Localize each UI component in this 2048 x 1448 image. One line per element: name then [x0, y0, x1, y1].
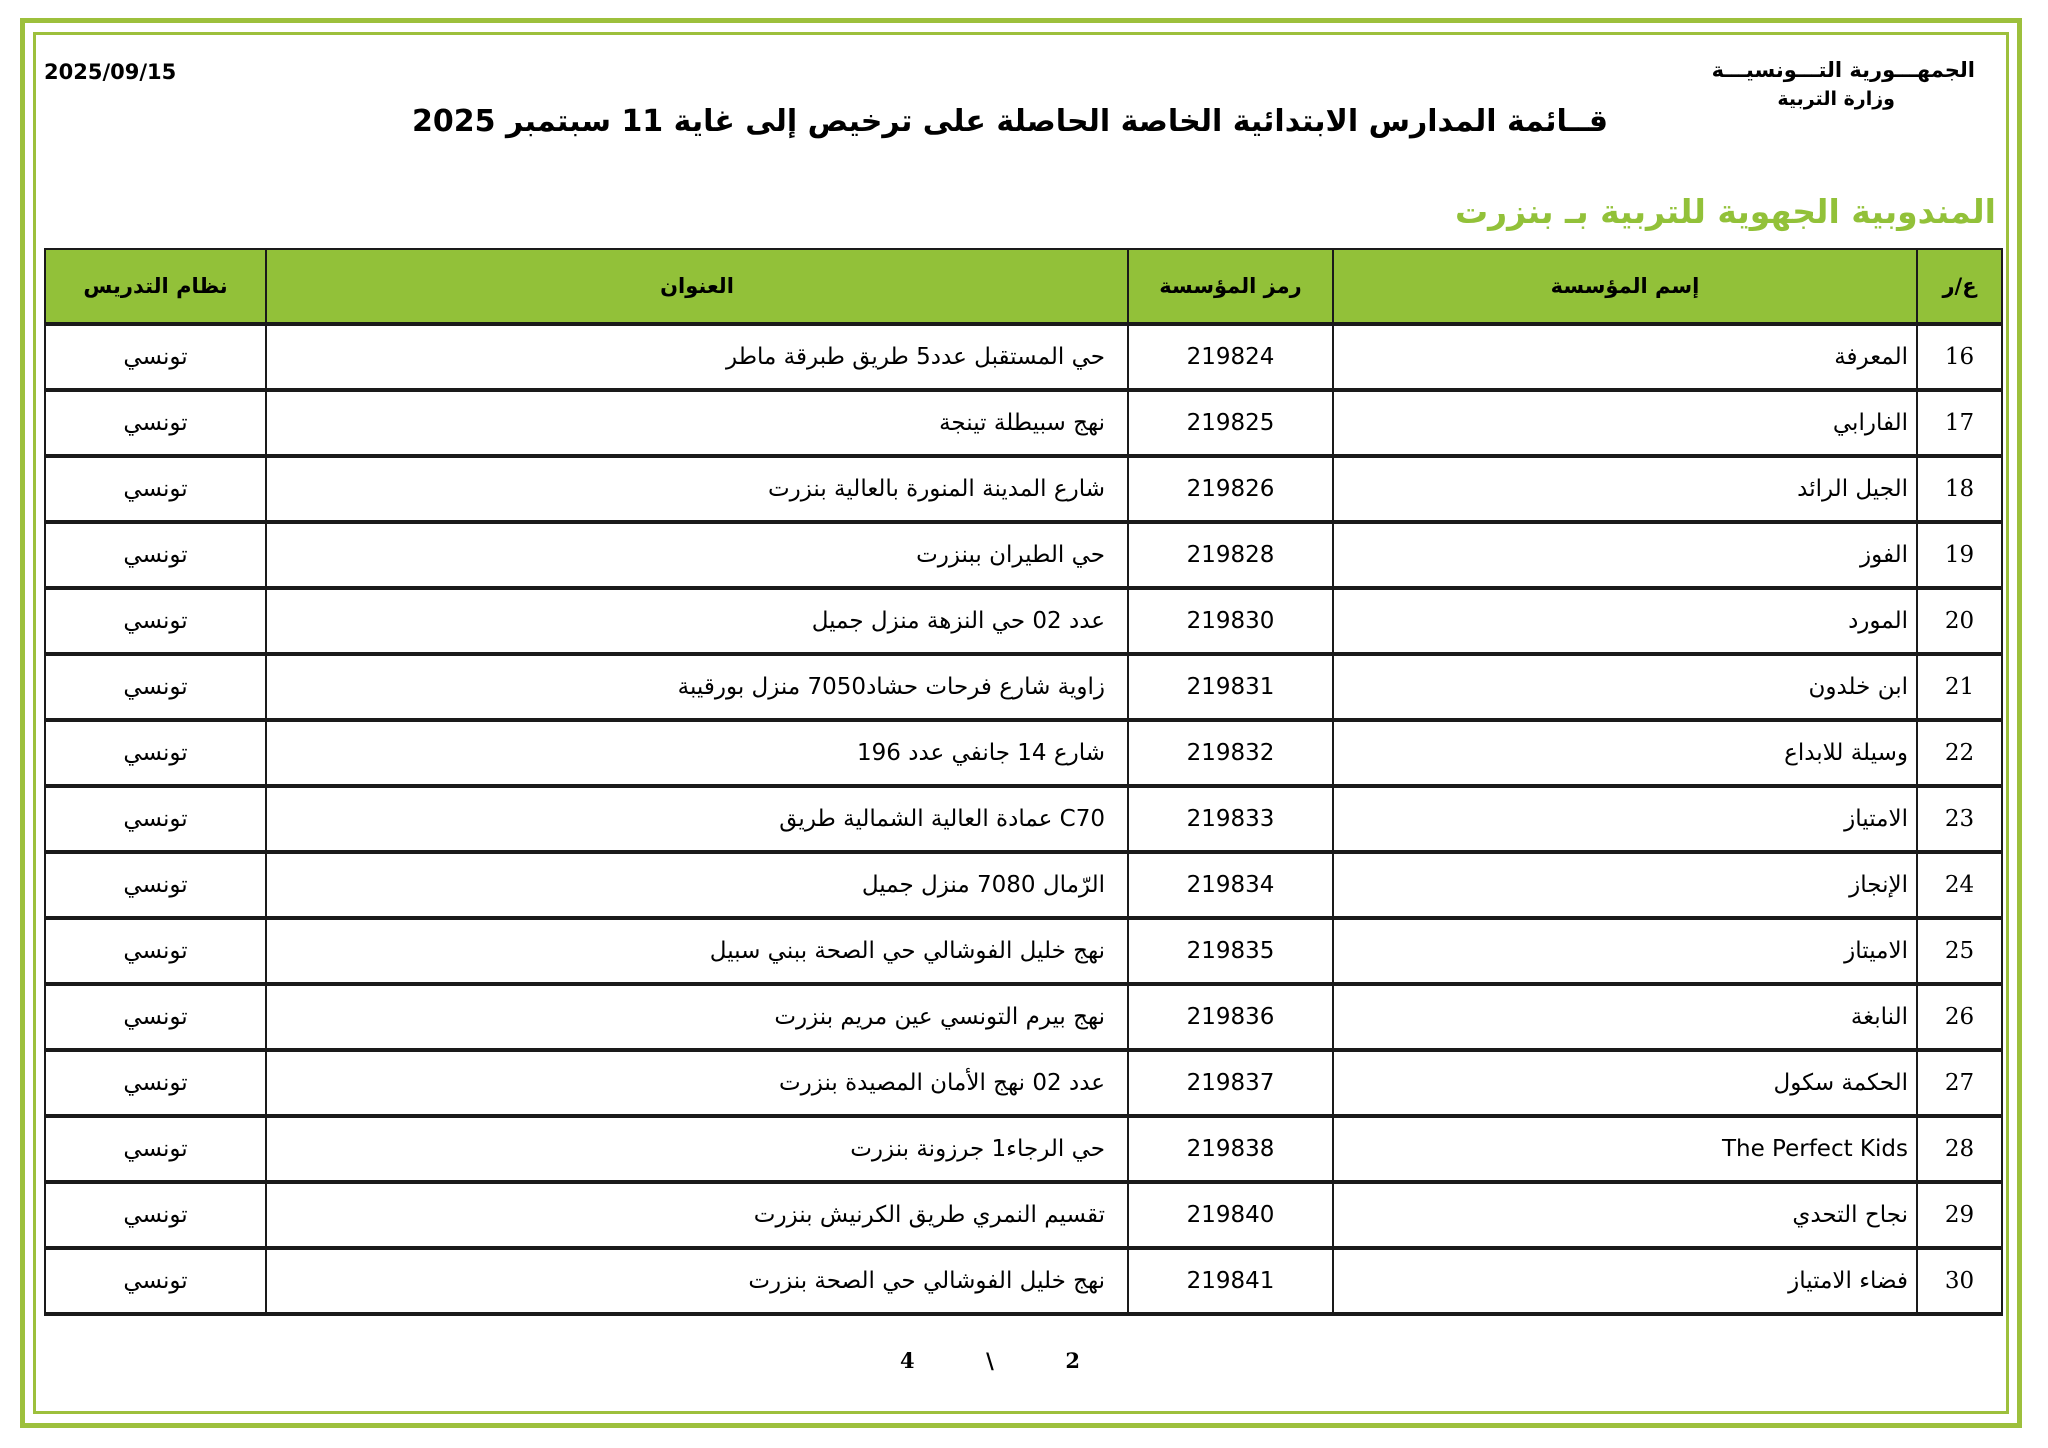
- table-row: [45, 1116, 2002, 1182]
- table-row: [45, 522, 2002, 588]
- page-current: 2: [1065, 1348, 1080, 1373]
- cell-teaching-system: تونسي: [45, 390, 266, 456]
- cell-teaching-system: تونسي: [45, 984, 266, 1050]
- cell-address: عدد 02 حي النزهة منزل جميل: [266, 588, 1128, 654]
- cell-number: 25: [1917, 918, 2002, 984]
- table-row: [45, 324, 2002, 390]
- cell-address: حي المستقبل عدد5 طريق طبرقة ماطر: [266, 324, 1128, 390]
- cell-school-name: الفارابي: [1333, 390, 1917, 456]
- region-heading: المندوبية الجهوية للتربية بـ بنزرت: [1454, 192, 1996, 231]
- document-date: 2025/09/15: [44, 60, 177, 84]
- page-number: [900, 1348, 1080, 1373]
- cell-address: حي الطيران ببنزرت: [266, 522, 1128, 588]
- table-row: [45, 918, 2002, 984]
- cell-school-name: الامتياز: [1333, 786, 1917, 852]
- cell-school-code: 219837: [1128, 1050, 1333, 1116]
- cell-school-code: 219833: [1128, 786, 1333, 852]
- cell-school-code: 219830: [1128, 588, 1333, 654]
- column-header-address: العنوان: [266, 249, 1128, 324]
- cell-number: 18: [1917, 456, 2002, 522]
- cell-address: نهج سبيطلة تينجة: [266, 390, 1128, 456]
- cell-school-code: 219835: [1128, 918, 1333, 984]
- table-row: [45, 720, 2002, 786]
- cell-number: 20: [1917, 588, 2002, 654]
- cell-number: 22: [1917, 720, 2002, 786]
- cell-number: 26: [1917, 984, 2002, 1050]
- cell-number: 19: [1917, 522, 2002, 588]
- cell-address: نهج خليل الفوشالي حي الصحة ببني سبيل: [266, 918, 1128, 984]
- cell-address: C70 عمادة العالية الشمالية طريق: [266, 786, 1128, 852]
- cell-teaching-system: تونسي: [45, 786, 266, 852]
- table-row: [45, 456, 2002, 522]
- table-row: [45, 588, 2002, 654]
- table-row: [45, 390, 2002, 456]
- cell-school-name: المعرفة: [1333, 324, 1917, 390]
- cell-address: نهج بيرم التونسي عين مريم بنزرت: [266, 984, 1128, 1050]
- cell-teaching-system: تونسي: [45, 1116, 266, 1182]
- cell-school-code: 219828: [1128, 522, 1333, 588]
- cell-school-code: 219834: [1128, 852, 1333, 918]
- cell-number: 28: [1917, 1116, 2002, 1182]
- table-row: [45, 786, 2002, 852]
- cell-address: حي الرجاء1 جرزونة بنزرت: [266, 1116, 1128, 1182]
- cell-teaching-system: تونسي: [45, 588, 266, 654]
- cell-teaching-system: تونسي: [45, 654, 266, 720]
- cell-teaching-system: تونسي: [45, 720, 266, 786]
- cell-address: شارع المدينة المنورة بالعالية بنزرت: [266, 456, 1128, 522]
- schools-table: [44, 248, 2003, 1316]
- cell-school-name: الاميتاز: [1333, 918, 1917, 984]
- table-body: [45, 324, 2002, 1314]
- table-row: [45, 984, 2002, 1050]
- cell-address: الرّمال 7080 منزل جميل: [266, 852, 1128, 918]
- cell-teaching-system: تونسي: [45, 522, 266, 588]
- cell-school-code: 219836: [1128, 984, 1333, 1050]
- cell-school-name: الجيل الرائد: [1333, 456, 1917, 522]
- page-total: 4: [900, 1348, 915, 1373]
- cell-school-code: 219825: [1128, 390, 1333, 456]
- cell-school-name: نجاح التحدي: [1333, 1182, 1917, 1248]
- republic-heading: الجمهـــورية التـــونسيـــة: [1711, 58, 1975, 82]
- table-row: [45, 1050, 2002, 1116]
- column-header-number: ع/ر: [1917, 249, 2002, 324]
- table-row: [45, 1248, 2002, 1314]
- cell-address: تقسيم النمري طريق الكرنيش بنزرت: [266, 1182, 1128, 1248]
- cell-number: 27: [1917, 1050, 2002, 1116]
- cell-school-name: الفوز: [1333, 522, 1917, 588]
- cell-school-code: 219824: [1128, 324, 1333, 390]
- cell-school-name: وسيلة للابداع: [1333, 720, 1917, 786]
- table-row: [45, 852, 2002, 918]
- column-header-code: رمز المؤسسة: [1128, 249, 1333, 324]
- cell-teaching-system: تونسي: [45, 918, 266, 984]
- cell-school-name: النابغة: [1333, 984, 1917, 1050]
- table-row: [45, 1182, 2002, 1248]
- document-title: قــائمة المدارس الابتدائية الخاصة الحاصلة على ترخيص إلى غاية 11 سبتمبر 2025: [412, 104, 1608, 139]
- table-header-row: [45, 249, 2002, 324]
- column-header-system: نظام التدريس: [45, 249, 266, 324]
- cell-address: زاوية شارع فرحات حشاد7050 منزل بورقيبة: [266, 654, 1128, 720]
- cell-teaching-system: تونسي: [45, 456, 266, 522]
- cell-school-name: المورد: [1333, 588, 1917, 654]
- cell-number: 24: [1917, 852, 2002, 918]
- cell-number: 23: [1917, 786, 2002, 852]
- cell-school-name: The Perfect Kids: [1333, 1116, 1917, 1182]
- cell-teaching-system: تونسي: [45, 1248, 266, 1314]
- table-row: [45, 654, 2002, 720]
- cell-school-name: الحكمة سكول: [1333, 1050, 1917, 1116]
- cell-teaching-system: تونسي: [45, 1050, 266, 1116]
- cell-address: عدد 02 نهج الأمان المصيدة بنزرت: [266, 1050, 1128, 1116]
- cell-school-code: 219838: [1128, 1116, 1333, 1182]
- cell-number: 17: [1917, 390, 2002, 456]
- cell-address: شارع 14 جانفي عدد 196: [266, 720, 1128, 786]
- cell-address: نهج خليل الفوشالي حي الصحة بنزرت: [266, 1248, 1128, 1314]
- cell-number: 16: [1917, 324, 2002, 390]
- cell-school-code: 219826: [1128, 456, 1333, 522]
- cell-school-name: فضاء الامتياز: [1333, 1248, 1917, 1314]
- ministry-heading: وزارة التربية: [1777, 88, 1895, 110]
- cell-teaching-system: تونسي: [45, 852, 266, 918]
- cell-school-code: 219840: [1128, 1182, 1333, 1248]
- cell-school-code: 219841: [1128, 1248, 1333, 1314]
- cell-teaching-system: تونسي: [45, 1182, 266, 1248]
- cell-number: 21: [1917, 654, 2002, 720]
- cell-school-name: الإنجاز: [1333, 852, 1917, 918]
- cell-number: 29: [1917, 1182, 2002, 1248]
- cell-teaching-system: تونسي: [45, 324, 266, 390]
- cell-school-code: 219831: [1128, 654, 1333, 720]
- column-header-name: إسم المؤسسة: [1333, 249, 1917, 324]
- cell-school-code: 219832: [1128, 720, 1333, 786]
- cell-number: 30: [1917, 1248, 2002, 1314]
- page-separator: \: [986, 1348, 994, 1373]
- cell-school-name: ابن خلدون: [1333, 654, 1917, 720]
